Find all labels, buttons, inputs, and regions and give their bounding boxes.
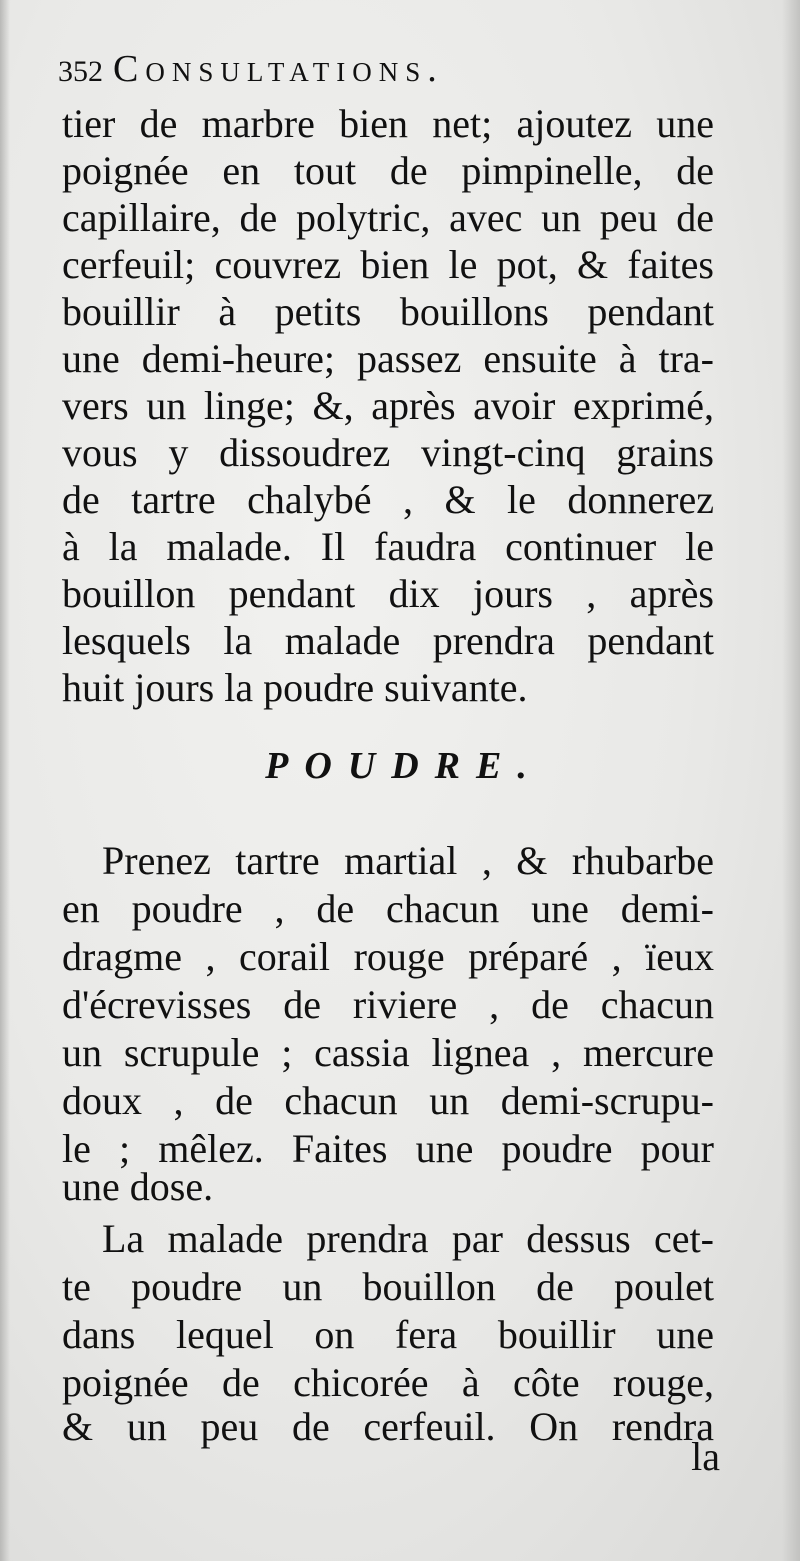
page-number: 352 [58,55,103,88]
running-title: Consultations. [113,48,444,90]
catchword: la [691,1434,720,1479]
text-line: lesquels la malade prendra pendant [62,618,714,663]
text-line: un scrupule ; cassia lignea , mercure [62,1030,714,1075]
text-line: huit jours la poudre suivante. [62,665,528,710]
section-heading: POUDRE. [265,745,543,787]
text-line: une demi-heure; passez ensuite à tra- [62,336,714,381]
text-line: La malade prendra par dessus cet- [102,1216,714,1261]
text-line: te poudre un bouillon de poulet [62,1264,714,1309]
text-line: vers un linge; &, après avoir exprimé, [62,383,714,428]
text-line: poignée en tout de pimpinelle, de [62,148,714,193]
text-line: tier de marbre bien net; ajoutez une [62,101,714,146]
text-line: poignée de chicorée à côte rouge, [62,1360,714,1405]
text-line: bouillir à petits bouillons pendant [62,289,714,334]
text-line: d'écrevisses de riviere , de chacun [62,982,714,1027]
text-line: le ; mêlez. Faites une poudre pour [62,1126,714,1171]
running-head [58,44,444,97]
text-line: à la malade. Il faudra continuer le [62,524,714,569]
text-line: capillaire, de polytric, avec un peu de [62,195,714,240]
text-line: vous y dissoudrez vingt-cinq grains [62,430,714,475]
text-line: cerfeuil; couvrez bien le pot, & faites [62,242,714,287]
text-line: & un peu de cerfeuil. On rendra [62,1404,714,1449]
text-line: Prenez tartre martial , & rhubarbe [102,838,714,883]
text-line: dans lequel on fera bouillir une [62,1312,714,1357]
text-line: bouillon pendant dix jours , après [62,571,714,616]
text-line: dragme , corail rouge préparé , ïeux [62,934,714,979]
text-line: une dose. [62,1164,214,1209]
text-line: en poudre , de chacun une demi- [62,886,714,931]
text-line: de tartre chalybé , & le donnerez [62,477,714,522]
text-line: doux , de chacun un demi-scrupu- [62,1078,714,1123]
